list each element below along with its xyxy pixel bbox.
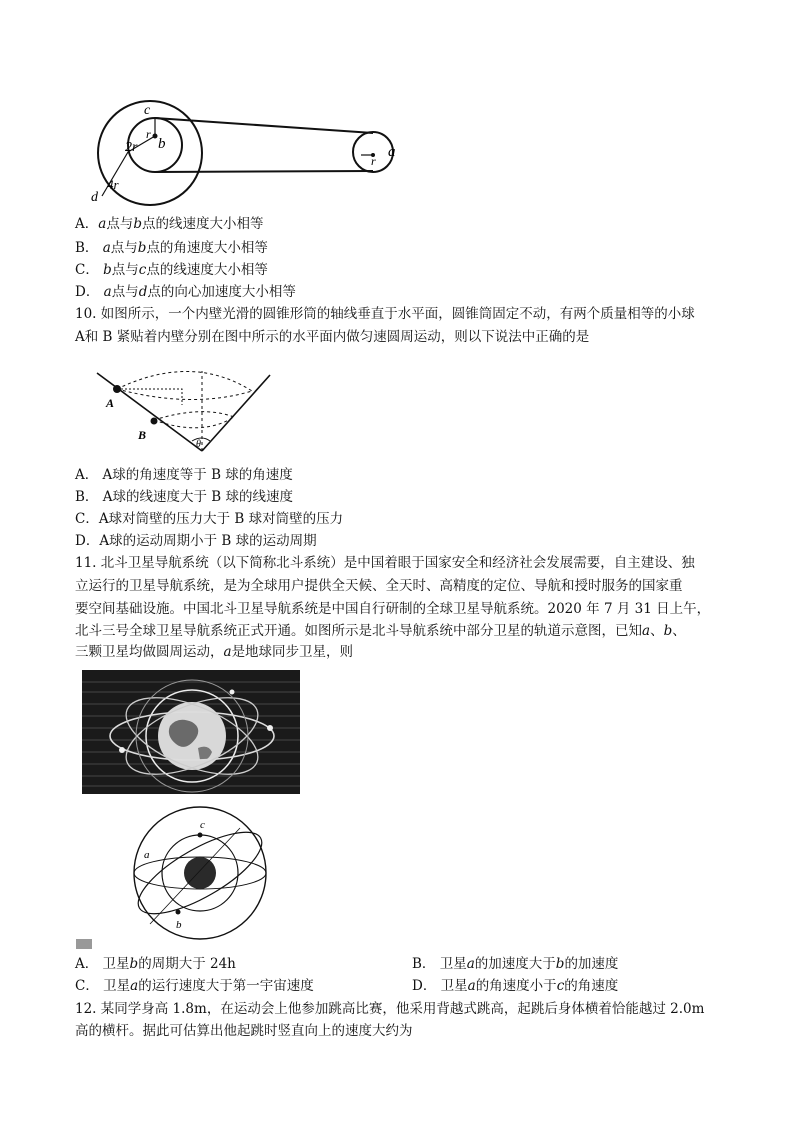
image-placeholder-mark — [76, 939, 92, 949]
label-2r: 2r — [125, 140, 138, 155]
label-c: c — [200, 819, 205, 831]
label-c: c — [144, 103, 151, 118]
q11-option-b: B． 卫星a的加速度大于b的加速度 — [412, 956, 619, 972]
label-r-small: r — [371, 154, 376, 168]
label-b: b — [176, 919, 182, 931]
q10-option-b: B． A球的线速度大于 B 球的线速度 — [75, 489, 293, 505]
q9-option-a: A．a点与b点的线速度大小相等 — [75, 216, 264, 232]
figure-11-orbit-diagram — [130, 802, 270, 944]
q9-option-b: B． a点与b点的角速度大小相等 — [75, 240, 268, 256]
q10-stem-line-2: A和 B 紧贴着内壁分别在图中所示的水平面内做匀速圆周运动，则以下说法中正确的是 — [75, 329, 590, 345]
q12-stem-line-2: 高的横杆。据此可估算出他起跳时竖直向上的速度大约为 — [75, 1023, 413, 1039]
q10-option-a: A． A球的角速度等于 B 球的角速度 — [75, 467, 293, 483]
figure-10-cone-diagram — [92, 365, 292, 455]
q10-option-c: C．A球对筒壁的压力大于 B 球对筒壁的压力 — [75, 511, 344, 527]
q11-stem-line-5: 三颗卫星均做圆周运动，a是地球同步卫星，则 — [75, 644, 354, 660]
label-r-inner: r — [146, 127, 151, 141]
q11-stem-line-3: 要空间基础设施。中国北斗卫星导航系统是中国自行研制的全球卫星导航系统。2020 年 7 月 31 日上午， — [75, 601, 711, 617]
q11-option-a: A． 卫星b的周期大于 24h — [75, 956, 236, 972]
q11-stem-line-1: 11. 北斗卫星导航系统（以下简称北斗系统）是中国着眼于国家安全和经济社会发展需要，自主建设、独 — [75, 555, 695, 571]
q11-option-c: C． 卫星a的运行速度大于第一宇宙速度 — [75, 978, 314, 994]
label-d: d — [91, 190, 98, 205]
label-a: a — [144, 849, 150, 861]
q11-stem-line-2: 立运行的卫星导航系统，是为全球用户提供全天候、全天时、高精度的定位、导航和授时服务的国家重 — [75, 578, 683, 594]
q9-option-c: C． b点与c点的线速度大小相等 — [75, 262, 268, 278]
q12-stem-line-1: 12. 某同学身高 1.8m，在运动会上他参加跳高比赛，他采用背越式跳高，起跳后身体横着恰能越过 2.0m — [75, 1001, 705, 1017]
label-B: B — [138, 428, 147, 442]
q9-option-d: D． a点与d点的向心加速度大小相等 — [75, 284, 296, 300]
label-b: b — [158, 136, 166, 152]
figure-9-pulley-diagram — [80, 98, 420, 208]
label-A: A — [106, 396, 115, 410]
q10-stem-line-1: 10. 如图所示，一个内壁光滑的圆锥形筒的轴线垂直于水平面，圆锥筒固定不动，有两个质量相等的小球 — [75, 306, 695, 322]
label-a: a — [388, 144, 396, 160]
label-theta: θ — [196, 439, 201, 450]
label-4r: 4r — [107, 177, 119, 192]
figure-11-satellite-photo — [82, 670, 300, 794]
q11-stem-line-4: 北斗三号全球卫星导航系统正式开通。如图所示是北斗导航系统中部分卫星的轨道示意图，已知a、b、 — [75, 623, 686, 639]
q10-option-d: D．A球的运动周期小于 B 球的运动周期 — [75, 533, 317, 549]
q11-option-d: D． 卫星a的角速度小于c的角速度 — [412, 978, 619, 994]
